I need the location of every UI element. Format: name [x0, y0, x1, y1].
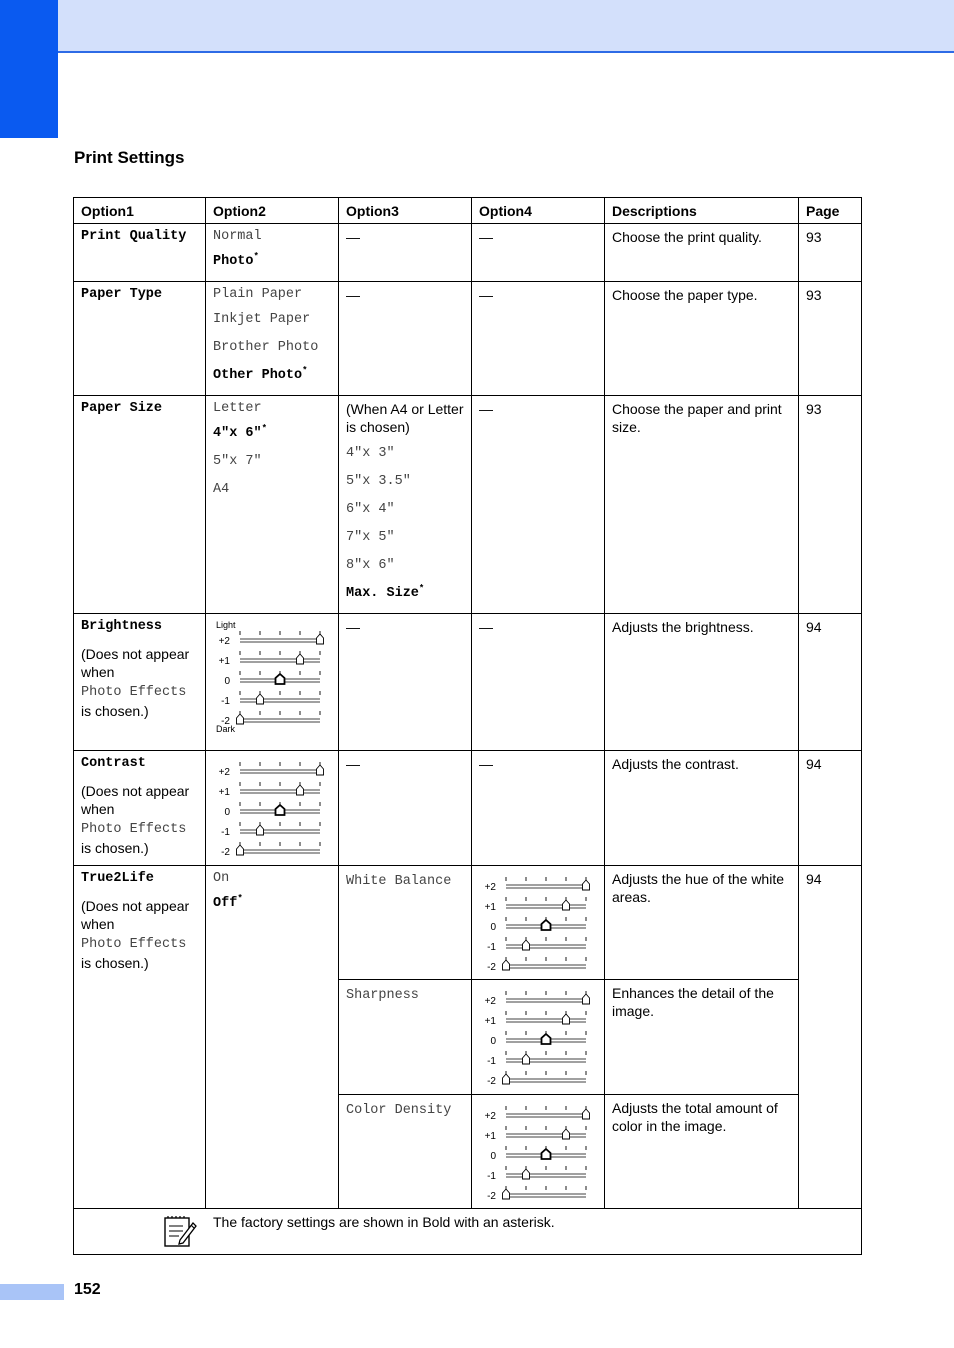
description: Adjusts the total amount of color in the image. [605, 1095, 799, 1209]
slider-knob [257, 825, 264, 835]
photo-effects-tag: Photo Effects [81, 685, 187, 700]
option3-dash: — [346, 619, 360, 635]
page-ref: 94 [799, 751, 862, 866]
option1-note-end: is chosen.) [81, 703, 149, 719]
slider-knob [237, 714, 244, 724]
footer-row [74, 1209, 862, 1255]
header-option1: Option1 [74, 198, 206, 224]
slider-level-label: +1 [484, 1131, 496, 1142]
option2-default: Off* [213, 893, 243, 911]
header-option2: Option2 [206, 198, 339, 224]
option2-value: Letter [213, 401, 262, 416]
slider-knob [276, 805, 285, 815]
slider-level-label: 0 [490, 1151, 496, 1162]
contrast-slider [216, 759, 332, 859]
header-page: Page [799, 198, 862, 224]
slider-knob [317, 634, 324, 644]
slider-level-label: -1 [221, 827, 230, 838]
option2-value: Brother Photo [213, 340, 319, 355]
option3-dash: — [346, 756, 360, 772]
header-row [74, 198, 862, 224]
description: Adjusts the brightness. [605, 614, 799, 751]
slider-level-label: +2 [484, 996, 496, 1007]
option1-label: Paper Type [81, 287, 163, 302]
option2-default: 4"x 6"* [213, 423, 268, 441]
slider-level-label: +2 [218, 767, 230, 778]
page-ref: 93 [799, 396, 862, 614]
slider-level-label: +2 [484, 882, 496, 893]
slider-knob [257, 694, 264, 704]
row-paper-size [74, 396, 862, 614]
option3-value: White Balance [346, 874, 452, 889]
footer-note: The factory settings are shown in Bold with an asterisk. [213, 1214, 555, 1230]
option1-label: Paper Size [81, 401, 163, 416]
slider-knob [503, 1074, 510, 1084]
slider-level-label: 0 [490, 1036, 496, 1047]
option4-dash: — [479, 401, 493, 417]
page-ref: 94 [799, 614, 862, 751]
brightness-slider [216, 628, 332, 728]
photo-effects-tag: Photo Effects [81, 822, 187, 837]
option3-value: 6"x 4" [346, 502, 395, 517]
photo-effects-tag: Photo Effects [81, 937, 187, 952]
header-option3: Option3 [339, 198, 472, 224]
row-print-quality [74, 224, 862, 282]
option4-dash: — [479, 229, 493, 245]
option2-default: Photo* [213, 251, 259, 269]
slider-level-label: -1 [487, 942, 496, 953]
slider-level-label: -1 [487, 1171, 496, 1182]
description: Choose the paper type. [605, 282, 799, 396]
option3-value: Color Density [346, 1103, 452, 1118]
row-true2life-white-balance [74, 866, 862, 980]
slider-level-label: -2 [487, 1076, 496, 1087]
slider-knob [297, 654, 304, 664]
slider-knob [523, 1169, 530, 1179]
option3-value: Sharpness [346, 988, 419, 1003]
option2-default: Other Photo* [213, 365, 308, 383]
slider-level-label: -2 [487, 962, 496, 973]
option4-dash: — [479, 619, 493, 635]
option1-note: (Does not appear when [81, 783, 190, 817]
slider-level-label: +1 [484, 1016, 496, 1027]
option1-label: Brightness [81, 619, 163, 634]
description: Enhances the detail of the image. [605, 980, 799, 1095]
slider-knob [583, 880, 590, 890]
option1-note: (Does not appear when [81, 646, 190, 680]
page-ref: 93 [799, 282, 862, 396]
slider-knob [503, 960, 510, 970]
slider-level-label: +1 [218, 656, 230, 667]
option2-value: Normal [213, 229, 262, 244]
option3-value: 5"x 3.5" [346, 474, 411, 489]
row-brightness [74, 614, 862, 751]
slider-knob [523, 940, 530, 950]
slider-knob [317, 765, 324, 775]
slider-level-label: 0 [490, 922, 496, 933]
slider-level-label: +2 [218, 636, 230, 647]
memo-pencil-icon [162, 1214, 198, 1250]
slider-knob [237, 845, 244, 855]
option2-value: A4 [213, 482, 230, 497]
slider-level-label: +1 [484, 902, 496, 913]
sharpness-slider [482, 988, 598, 1088]
slider-knob [583, 994, 590, 1004]
slider-knob [563, 900, 570, 910]
option3-default: Max. Size* [346, 583, 425, 601]
option1-note: (Does not appear when [81, 898, 190, 932]
option4-dash: — [479, 287, 493, 303]
slider-knob [542, 920, 551, 930]
slider-knob [542, 1149, 551, 1159]
option1-label: Print Quality [81, 229, 187, 244]
slider-level-label: +1 [218, 787, 230, 798]
option3-note: (When A4 or Letter is chosen) [346, 401, 464, 435]
option3-dash: — [346, 229, 360, 245]
option2-value: Plain Paper [213, 287, 303, 302]
white-balance-slider [482, 874, 598, 974]
header-band [0, 0, 954, 53]
slider-level-label: -2 [221, 716, 230, 727]
option2-value: Inkjet Paper [213, 312, 311, 327]
option3-value: 7"x 5" [346, 530, 395, 545]
option1-note-end: is chosen.) [81, 840, 149, 856]
page-ref: 94 [799, 866, 862, 1209]
option2-value: On [213, 871, 230, 886]
brightness-slider-top-label: Light [216, 620, 236, 630]
page-ref: 93 [799, 224, 862, 282]
row-paper-type [74, 282, 862, 396]
color-density-slider [482, 1103, 598, 1203]
slider-level-label: -1 [221, 696, 230, 707]
option3-value: 4"x 3" [346, 446, 395, 461]
option1-note-end: is chosen.) [81, 955, 149, 971]
option1-label: True2Life [81, 871, 154, 886]
slider-level-label: -2 [487, 1191, 496, 1202]
slider-level-label: 0 [224, 676, 230, 687]
page-number: 152 [74, 1281, 101, 1298]
description: Adjusts the contrast. [605, 751, 799, 866]
slider-knob [563, 1014, 570, 1024]
slider-knob [523, 1054, 530, 1064]
brightness-slider-bottom-label: Dark [216, 724, 236, 734]
slider-knob [276, 674, 285, 684]
slider-level-label: -1 [487, 1056, 496, 1067]
description: Choose the print quality. [605, 224, 799, 282]
row-contrast [74, 751, 862, 866]
chapter-tab [0, 0, 58, 138]
slider-knob [503, 1189, 510, 1199]
option4-dash: — [479, 756, 493, 772]
page-number-bar [0, 1284, 64, 1300]
slider-level-label: +2 [484, 1111, 496, 1122]
description: Choose the paper and print size. [605, 396, 799, 614]
header-descriptions: Descriptions [605, 198, 799, 224]
slider-level-label: -2 [221, 847, 230, 858]
slider-knob [297, 785, 304, 795]
slider-knob [563, 1129, 570, 1139]
option1-label: Contrast [81, 756, 146, 771]
option3-dash: — [346, 287, 360, 303]
header-option4: Option4 [472, 198, 605, 224]
slider-level-label: 0 [224, 807, 230, 818]
description: Adjusts the hue of the white areas. [605, 866, 799, 980]
option3-value: 8"x 6" [346, 558, 395, 573]
section-title: Print Settings [74, 148, 185, 167]
option2-value: 5"x 7" [213, 454, 262, 469]
print-settings-table [73, 197, 862, 1255]
slider-knob [542, 1034, 551, 1044]
slider-knob [583, 1109, 590, 1119]
